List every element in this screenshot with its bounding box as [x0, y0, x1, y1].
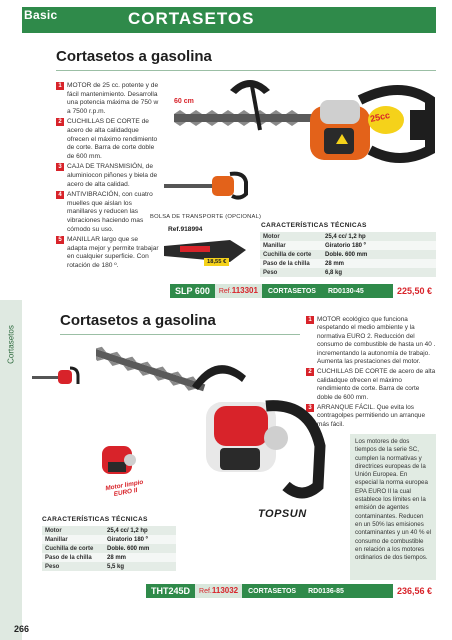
- spec-value: Giratorio 180 º: [322, 241, 436, 250]
- brand-logo: TOPSUN: [258, 508, 307, 520]
- feature-text: MOTOR ecológico que funciona respetando el medio ambiente y la normativa EURO 2. Reducción del consumo de combustible de hasta un 40 . incrementando la autonomía de trabajo. Aumenta las prestaciones del motor.: [317, 316, 436, 366]
- spec-row: [260, 259, 436, 268]
- model-name: SLP 600: [170, 286, 215, 296]
- spec-key: Motor: [260, 232, 322, 241]
- product-ref: [195, 584, 242, 598]
- page-number: 266: [14, 624, 30, 634]
- specs-heading: CARACTERÍSTICAS TÉCNICAS: [42, 516, 148, 523]
- spec-value: Doble. 600 mm: [104, 544, 176, 553]
- ref-label: Ref.: [218, 288, 232, 295]
- brand-logo: Basic: [24, 8, 58, 22]
- eco-note: Los motores de dos tiempos de la serie SC, cumplen la normativas y directrices europeas de la Unión Europea. En especial la norma europea EPA EURO II la cual establece los límites en la emisión de agentes contaminantes. Reducen en un 50% las emisiones contaminantes y un 40 % el consumo de combustible en relación a los motores ordinarios de dos tiempos.: [350, 434, 436, 580]
- spec-key: Cuchilla de corte: [42, 544, 104, 553]
- spec-value: 28 mm: [322, 259, 436, 268]
- feature-number: 4: [56, 191, 64, 199]
- spec-key: Motor: [42, 526, 104, 535]
- product2-divider: [60, 334, 300, 335]
- trimmer-thumbnail: [30, 362, 80, 392]
- side-label: Cortasetos: [6, 325, 16, 364]
- feature-number: 3: [56, 163, 64, 171]
- spec-value: 25,4 cc/ 1,2 hp: [322, 232, 436, 241]
- feature-item: [56, 82, 160, 116]
- feature-text: CAJA DE TRANSMISIÓN, de aluminiocon piñones y biela de acero de alta calidad.: [67, 163, 158, 188]
- spec-value: 25,4 cc/ 1,2 hp: [104, 526, 176, 535]
- spec-key: Manillar: [260, 241, 322, 250]
- feature-text: ARRANQUE FÁCIL. Que evita los contragolpes permitiendo un arranque más fácil.: [317, 404, 426, 428]
- feature-item: [56, 191, 160, 234]
- spec-row: [42, 553, 176, 562]
- product1-features: [56, 82, 160, 272]
- product-category: CORTASETOS: [248, 587, 297, 595]
- feature-item: [56, 118, 160, 161]
- feature-number: 1: [306, 316, 314, 324]
- product-code: RD0130-45: [327, 287, 364, 295]
- engine-image: [96, 440, 140, 480]
- bag-ref: Ref.918994: [168, 226, 203, 233]
- spec-value: Doble. 600 mm: [322, 250, 436, 259]
- product-price: 236,56 €: [393, 584, 436, 598]
- page-title: CORTASETOS: [128, 9, 255, 28]
- spec-key: Cuchilla de corte: [260, 250, 322, 259]
- feature-number: 2: [306, 368, 314, 376]
- spec-key: Peso: [42, 562, 104, 571]
- product-code: RD0136-85: [308, 587, 344, 595]
- feature-text: CUCHILLAS DE CORTE de acero de alta calidadque ofrecen el máximo rendimiento de corte. Barra de corte doble de 600 mm.: [317, 368, 436, 401]
- product-ref: [215, 284, 262, 298]
- product-price: 225,50 €: [393, 284, 436, 298]
- spec-key: Paso de la chilla: [42, 553, 104, 562]
- spec-row: [260, 232, 436, 241]
- price-bar: [146, 584, 436, 598]
- product1-title: Cortasetos a gasolina: [56, 48, 212, 65]
- ref-label: Ref.: [199, 588, 212, 595]
- feature-number: 1: [56, 82, 64, 90]
- spec-value: 5,5 kg: [104, 562, 176, 571]
- spec-value: 28 mm: [104, 553, 176, 562]
- spec-key: Paso de la chilla: [260, 259, 322, 268]
- spec-key: Manillar: [42, 535, 104, 544]
- spec-row: [42, 526, 176, 535]
- model-name: THT245D: [146, 586, 195, 596]
- bag-price: 18,55 €: [204, 258, 229, 266]
- ref-number: 113032: [211, 586, 239, 595]
- spec-row: [260, 241, 436, 250]
- spec-row: [260, 250, 436, 259]
- feature-text: CUCHILLAS DE CORTE de acero de alta calidadque ofrecen el máximo rendimiento de corte. Barra de corte doble de 600 mm.: [67, 118, 158, 160]
- spec-value: Giratorio 180 º: [104, 535, 176, 544]
- feature-text: ANTIVIBRACIÓN, con cuatro muelles que aislan los manillares y reducen las vibraciones haciendo mas cómodo su uso.: [67, 191, 153, 233]
- feature-item: [56, 236, 160, 270]
- trimmer-thumbnail: [160, 166, 250, 210]
- spec-row: [260, 268, 436, 277]
- specs-table: [260, 232, 436, 277]
- page-header: [0, 0, 452, 34]
- engine-label: Motor limpio EURO II: [104, 478, 144, 498]
- spec-row: [42, 544, 176, 553]
- product-category: CORTASETOS: [267, 287, 316, 295]
- spec-row: [42, 562, 176, 571]
- ref-number: 113301: [231, 286, 258, 295]
- displacement-badge: 25cc: [369, 110, 391, 124]
- spec-row: [42, 535, 176, 544]
- feature-number: 2: [56, 118, 64, 126]
- price-bar: [170, 284, 436, 298]
- feature-item: [56, 163, 160, 189]
- feature-number: 3: [306, 404, 314, 412]
- spec-value: 6,8 kg: [322, 268, 436, 277]
- product2-title: Cortasetos a gasolina: [60, 312, 216, 329]
- blade-length-label: 60 cm: [174, 98, 194, 105]
- bag-label: BOLSA DE TRANSPORTE (OPCIONAL): [150, 214, 262, 220]
- feature-text: MOTOR de 25 cc. potente y de fácil mantenimiento. Desarrolla una potencia máxima de 750 w a 7500 r.p.m.: [67, 82, 159, 115]
- feature-number: 5: [56, 236, 64, 244]
- spec-key: Peso: [260, 268, 322, 277]
- specs-heading: CARACTERÍSTICAS TÉCNICAS: [261, 222, 367, 229]
- specs-table: [42, 526, 176, 571]
- feature-text: MANILLAR largo que se adapta mejor y permite trabajar en cualquier superficie. Con rotación de 180 º.: [67, 236, 159, 269]
